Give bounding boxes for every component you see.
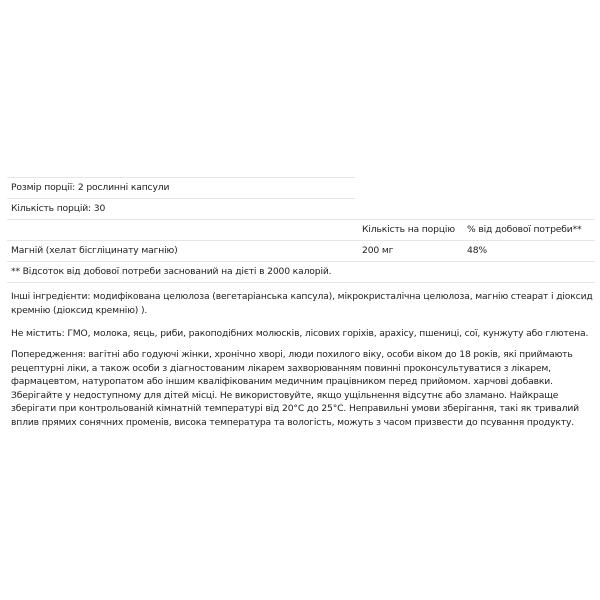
other-ingredients: Інші інгредієнти: модифікована целюлоза (вегетаріанська капсула), мікрокристалічна целюлоза, магнію стеарат і діоксид кремнію (діоксид кремнію) ). — [11, 291, 593, 316]
header-daily-value: % від добової потреби** — [467, 224, 582, 235]
warning-text: Попередження: вагітні або годуючі жінки, хронічно хворі, люди похилого віку, особи віком до 18 років, які приймають рецептурні ліки, а також особи з діагностованим лікарем захворюванням повинні проконсультуватися з лікарем, фармацевтом, натуропатом або іншим кваліфікованим медичним працівником перед прийомом. харчові добавки. Зберігайте у недоступному для дітей місці. Не використовуйте, якщо ущільнення відсутнє або зламано. Найкраще зберігати при контрольованій кімнатній температурі від 20°C до 25°C. Неправильні умови зберігання, такі як тривалий вплив прямих сонячних променів, висока температура та вологість, можуть з часом призвести до псування продукту. — [11, 349, 579, 428]
serving-size-row — [7, 177, 355, 198]
table-header-row — [7, 219, 595, 240]
allergen-free-statement: Не містить: ГМО, молока, яєць, риби, ракоподібних молюсків, лісових горіхів, арахісу, пшениці, сої, кунжуту або глютена. — [11, 328, 589, 339]
daily-value-footnote: ** Відсоток від добової потреби заснований на дієті в 2000 калорій. — [11, 266, 332, 277]
nutrient-amount: 200 мг — [362, 245, 394, 256]
table-row — [7, 240, 595, 261]
nutrient-name: Магній (хелат бісгліцинату магнію) — [11, 245, 178, 256]
servings-per-container-row — [7, 198, 355, 219]
footnote-row — [7, 261, 595, 283]
servings-per-container: Кількість порцій: 30 — [11, 203, 106, 214]
serving-size: Розмір порції: 2 рослинні капсули — [11, 182, 170, 193]
nutrient-daily-value: 48% — [467, 245, 487, 256]
supplement-facts-table — [7, 177, 595, 283]
header-amount: Кількість на порцію — [362, 224, 455, 235]
